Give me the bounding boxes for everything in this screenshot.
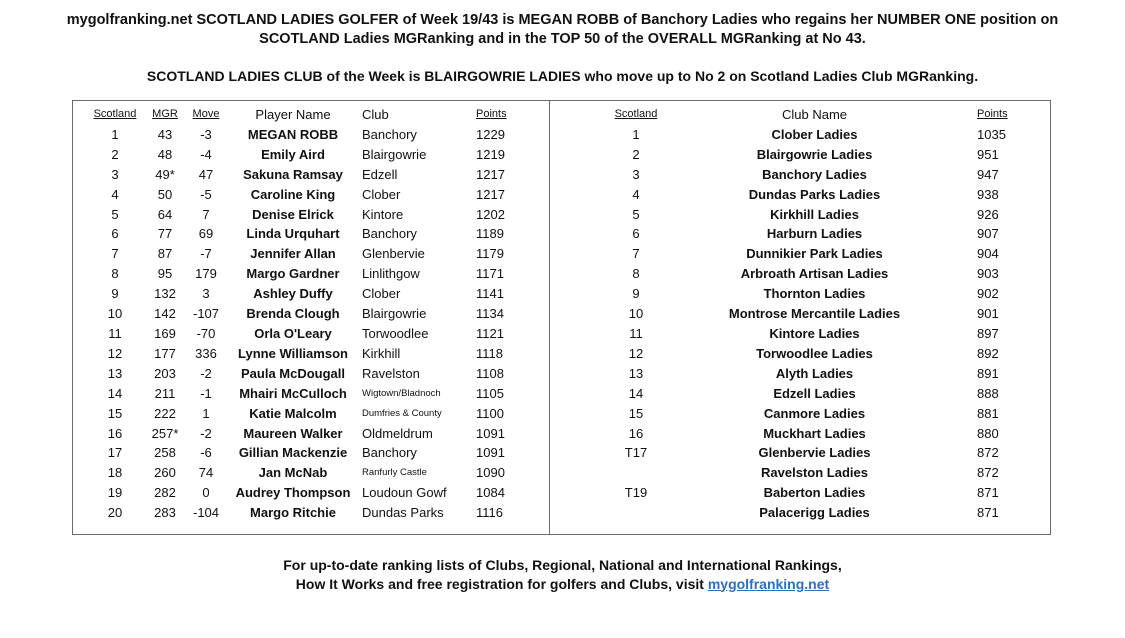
player-rank: 18	[107, 465, 123, 481]
player-move: 1	[202, 405, 210, 421]
player-row	[84, 424, 534, 444]
player-club: Edzell	[362, 166, 398, 182]
club-name: Blairgowrie Ladies	[756, 146, 873, 162]
club-rank: 4	[632, 186, 640, 202]
players-table-body	[84, 125, 534, 523]
club-points: 891	[977, 365, 999, 381]
player-mgr: 211	[154, 385, 176, 401]
player-move: -70	[196, 325, 216, 341]
clubs-table-body	[590, 125, 1037, 523]
club-name: Ravelston Ladies	[761, 465, 868, 481]
player-club: Glenbervie	[362, 246, 425, 262]
header-player-name: Player Name	[255, 107, 331, 122]
player-points: 1219	[476, 146, 505, 162]
player-name: Ashley Duffy	[253, 286, 333, 302]
club-points: 903	[977, 266, 999, 282]
player-club: Banchory	[362, 226, 417, 242]
player-mgr: 95	[157, 266, 173, 282]
player-move: 3	[202, 286, 210, 302]
player-club: Banchory	[362, 445, 417, 461]
player-club: Ranfurly Castle	[362, 467, 427, 479]
player-club: Loudoun Gowf	[362, 485, 447, 501]
club-points: 901	[977, 306, 999, 322]
player-mgr: 64	[157, 206, 173, 222]
player-move: -1	[200, 385, 212, 401]
player-rank: 8	[111, 266, 119, 282]
club-points: 947	[977, 166, 999, 182]
player-points: 1229	[476, 126, 505, 142]
club-name: Dundas Parks Ladies	[748, 186, 881, 202]
club-points: 951	[977, 146, 999, 162]
player-move: 179	[195, 266, 217, 282]
player-name: Paula McDougall	[240, 365, 346, 381]
header-move: Move	[192, 108, 220, 120]
club-points: 872	[977, 465, 999, 481]
club-name: Glenbervie Ladies	[758, 445, 871, 461]
club-row	[590, 284, 1037, 304]
player-club: Banchory	[362, 126, 417, 142]
player-row	[84, 205, 534, 225]
club-name: Arbroath Artisan Ladies	[740, 266, 889, 282]
player-rank: 16	[107, 425, 123, 441]
club-name: Palacerigg Ladies	[759, 505, 870, 521]
player-rank: 3	[111, 166, 119, 182]
club-points: 938	[977, 186, 999, 202]
club-row	[590, 503, 1037, 523]
player-points: 1217	[476, 186, 505, 202]
player-club: Ravelston	[362, 365, 420, 381]
player-row	[84, 463, 534, 483]
player-move: -3	[200, 126, 212, 142]
header-points: Points	[476, 108, 507, 120]
club-points: 926	[977, 206, 999, 222]
player-move: -107	[192, 306, 220, 322]
player-rank: 10	[107, 306, 123, 322]
club-name: Thornton Ladies	[763, 286, 866, 302]
player-points: 1100	[476, 405, 504, 421]
player-club: Kintore	[362, 206, 404, 222]
player-points: 1121	[476, 325, 504, 341]
club-row	[590, 304, 1037, 324]
header-club-points: Points	[977, 108, 1008, 120]
player-row	[84, 443, 534, 463]
club-rank: 16	[628, 425, 644, 441]
club-row	[590, 443, 1037, 463]
player-row	[84, 304, 534, 324]
player-row	[84, 364, 534, 384]
club-row	[590, 224, 1037, 244]
club-rank: 15	[628, 405, 644, 421]
club-rank: 3	[632, 166, 640, 182]
player-row	[84, 185, 534, 205]
player-name: Jan McNab	[258, 465, 328, 481]
player-points: 1108	[476, 365, 504, 381]
player-mgr: 260	[154, 465, 176, 481]
player-mgr: 48	[157, 146, 173, 162]
club-row	[590, 424, 1037, 444]
player-points: 1084	[476, 485, 505, 501]
club-rank: 13	[628, 365, 644, 381]
clubs-header-row	[590, 105, 1037, 125]
player-rank: 9	[111, 286, 119, 302]
player-rank: 11	[108, 325, 122, 341]
club-row	[590, 384, 1037, 404]
player-mgr: 49*	[155, 166, 175, 182]
player-move: -2	[200, 425, 212, 441]
header-club: Club	[362, 107, 389, 122]
club-rank: 9	[632, 286, 640, 302]
player-move: -6	[200, 445, 212, 461]
player-points: 1090	[476, 465, 505, 481]
player-points: 1116	[476, 505, 503, 521]
club-rank: T19	[624, 485, 648, 501]
club-rank: 8	[632, 266, 640, 282]
player-rank: 15	[107, 405, 123, 421]
player-club: Linlithgow	[362, 266, 420, 282]
player-row	[84, 145, 534, 165]
club-points: 907	[977, 226, 999, 242]
player-points: 1091	[476, 425, 505, 441]
player-rank: 19	[107, 485, 123, 501]
player-name: Brenda Clough	[246, 306, 340, 322]
club-of-week-line: SCOTLAND LADIES CLUB of the Week is BLAIRGOWRIE LADIES who move up to No 2 on Scotland Ladies Club MGRanking.	[146, 68, 979, 84]
player-move: -7	[200, 246, 212, 262]
player-club: Oldmeldrum	[362, 425, 433, 441]
player-rank: 4	[111, 186, 119, 202]
player-row	[84, 264, 534, 284]
club-points: 871	[977, 505, 999, 521]
player-name: Orla O'Leary	[254, 325, 332, 341]
club-rank: 1	[632, 126, 640, 142]
player-move: -5	[200, 186, 212, 202]
club-rank: 10	[628, 306, 644, 322]
club-row	[590, 264, 1037, 284]
player-row	[84, 404, 534, 424]
player-row	[84, 503, 534, 523]
player-name: Caroline King	[250, 186, 336, 202]
headline	[40, 11, 1085, 49]
player-move: 47	[198, 166, 214, 182]
club-name: Muckhart Ladies	[763, 425, 866, 441]
footer	[40, 556, 1085, 593]
club-name: Torwoodlee Ladies	[756, 345, 873, 361]
club-points: 904	[977, 246, 999, 262]
player-row	[84, 165, 534, 185]
club-name: Edzell Ladies	[773, 385, 856, 401]
player-mgr: 50	[157, 186, 173, 202]
player-points: 1091	[476, 445, 505, 461]
player-move: 0	[202, 485, 210, 501]
club-points: 897	[977, 325, 999, 341]
player-name: Jennifer Allan	[250, 246, 336, 262]
player-mgr: 282	[154, 485, 176, 501]
club-rank: T17	[624, 445, 648, 461]
player-points: 1179	[476, 246, 504, 262]
player-club: Dundas Parks	[362, 505, 444, 521]
club-rank: 7	[632, 246, 640, 262]
player-mgr: 257*	[151, 425, 179, 441]
player-rank: 5	[111, 206, 119, 222]
player-mgr: 77	[157, 226, 173, 242]
player-name: Margo Gardner	[246, 266, 340, 282]
player-name: Sakuna Ramsay	[243, 166, 343, 182]
player-name: Katie Malcolm	[249, 405, 337, 421]
club-rank: 12	[628, 345, 644, 361]
club-row	[590, 463, 1037, 483]
player-club: Clober	[362, 186, 401, 202]
header-club-scotland: Scotland	[614, 108, 658, 120]
player-mgr: 283	[154, 505, 176, 521]
player-row	[84, 284, 534, 304]
club-row	[590, 185, 1037, 205]
player-mgr: 258	[154, 445, 176, 461]
player-row	[84, 244, 534, 264]
club-name: Banchory Ladies	[762, 166, 867, 182]
club-row	[590, 165, 1037, 185]
player-club: Torwoodlee	[362, 325, 429, 341]
footer-line-1: For up-to-date ranking lists of Clubs, Regional, National and International Rankings,	[283, 557, 842, 573]
player-mgr: 169	[154, 325, 176, 341]
club-points: 1035	[977, 126, 1006, 142]
player-points: 1118	[476, 345, 503, 361]
club-points: 892	[977, 345, 999, 361]
club-row	[590, 205, 1037, 225]
player-points: 1189	[476, 226, 504, 242]
club-name: Dunnikier Park Ladies	[746, 246, 883, 262]
player-name: Margo Ritchie	[250, 505, 336, 521]
club-rank: 5	[632, 206, 640, 222]
player-name: Emily Aird	[261, 146, 325, 162]
player-name: Gillian Mackenzie	[238, 445, 348, 461]
club-name: Baberton Ladies	[763, 485, 866, 501]
player-club: Blairgowrie	[362, 146, 427, 162]
player-rank: 1	[111, 126, 119, 142]
club-row	[590, 344, 1037, 364]
player-points: 1217	[476, 166, 505, 182]
club-row	[590, 244, 1037, 264]
player-rank: 14	[107, 385, 123, 401]
headline-line-1: mygolfranking.net SCOTLAND LADIES GOLFER of Week 19/43 is MEGAN ROBB of Banchory Ladies who regains her NUMBER ONE position on	[66, 12, 1059, 28]
player-move: 7	[202, 206, 210, 222]
player-mgr: 142	[154, 306, 176, 322]
player-club: Dumfries & County	[362, 407, 442, 419]
player-club: Kirkhill	[362, 345, 401, 361]
player-move: -104	[192, 505, 220, 521]
player-row	[84, 344, 534, 364]
player-row	[84, 224, 534, 244]
footer-line-2-text: How It Works and free registration for golfers and Clubs, visit	[295, 575, 708, 592]
player-points: 1141	[476, 286, 504, 302]
mygolfranking-link[interactable]: mygolfranking.net	[707, 575, 830, 592]
players-header-row	[84, 105, 534, 125]
player-points: 1134	[476, 306, 504, 322]
player-mgr: 203	[154, 365, 176, 381]
header-mgr: MGR	[152, 108, 178, 120]
player-name: Denise Elrick	[252, 206, 334, 222]
player-move: -4	[200, 146, 212, 162]
club-row	[590, 483, 1037, 503]
player-mgr: 43	[157, 126, 173, 142]
player-rank: 13	[107, 365, 123, 381]
player-rank: 20	[107, 505, 123, 521]
player-points: 1105	[476, 385, 504, 401]
club-name: Canmore Ladies	[763, 405, 866, 421]
club-row	[590, 125, 1037, 145]
player-rank: 17	[107, 445, 123, 461]
player-name: Audrey Thompson	[235, 485, 351, 501]
footer-line-2	[40, 575, 1085, 594]
club-rank	[590, 463, 682, 483]
player-row	[84, 125, 534, 145]
headline-line-2: SCOTLAND Ladies MGRanking and in the TOP 50 of the OVERALL MGRanking at No 43.	[259, 31, 866, 47]
player-move: 69	[198, 226, 214, 242]
club-name: Harburn Ladies	[766, 226, 863, 242]
player-club: Wigtown/Bladnoch	[362, 387, 441, 399]
player-move: 74	[198, 465, 214, 481]
club-points: 871	[977, 485, 999, 501]
club-name: Clober Ladies	[771, 126, 858, 142]
club-name: Montrose Mercantile Ladies	[728, 306, 901, 322]
players-ranking-table	[84, 105, 534, 523]
player-row	[84, 483, 534, 503]
player-club: Clober	[362, 286, 401, 302]
player-name: MEGAN ROBB	[247, 126, 339, 142]
club-rank	[590, 503, 682, 523]
club-row	[590, 324, 1037, 344]
player-move: 336	[195, 345, 217, 361]
club-name: Kintore Ladies	[769, 325, 860, 341]
player-mgr: 132	[154, 286, 176, 302]
club-rank: 14	[628, 385, 644, 401]
player-name: Linda Urquhart	[246, 226, 340, 242]
player-rank: 7	[111, 246, 119, 262]
player-row	[84, 384, 534, 404]
club-points: 872	[977, 445, 999, 461]
player-club: Blairgowrie	[362, 306, 427, 322]
player-points: 1171	[476, 266, 504, 282]
club-row	[590, 364, 1037, 384]
club-points: 888	[977, 385, 999, 401]
player-mgr: 87	[157, 246, 173, 262]
player-name: Maureen Walker	[243, 425, 343, 441]
club-rank: 11	[629, 325, 643, 341]
player-mgr: 177	[154, 345, 176, 361]
club-points: 880	[977, 425, 999, 441]
player-rank: 12	[107, 345, 123, 361]
club-rank: 6	[632, 226, 640, 242]
player-points: 1202	[476, 206, 505, 222]
table-divider	[549, 100, 550, 535]
header-club-name: Club Name	[781, 107, 848, 122]
club-row	[590, 404, 1037, 424]
clubs-ranking-table	[590, 105, 1037, 523]
player-move: -2	[200, 365, 212, 381]
player-name: Mhairi McCulloch	[239, 385, 347, 401]
player-rank: 6	[111, 226, 119, 242]
header-scotland: Scotland	[93, 108, 137, 120]
player-row	[84, 324, 534, 344]
club-rank: 2	[632, 146, 640, 162]
club-row	[590, 145, 1037, 165]
club-name: Kirkhill Ladies	[770, 206, 859, 222]
player-name: Lynne Williamson	[238, 345, 348, 361]
player-rank: 2	[111, 146, 119, 162]
club-points: 902	[977, 286, 999, 302]
club-name: Alyth Ladies	[775, 365, 854, 381]
player-mgr: 222	[154, 405, 176, 421]
club-points: 881	[977, 405, 999, 421]
